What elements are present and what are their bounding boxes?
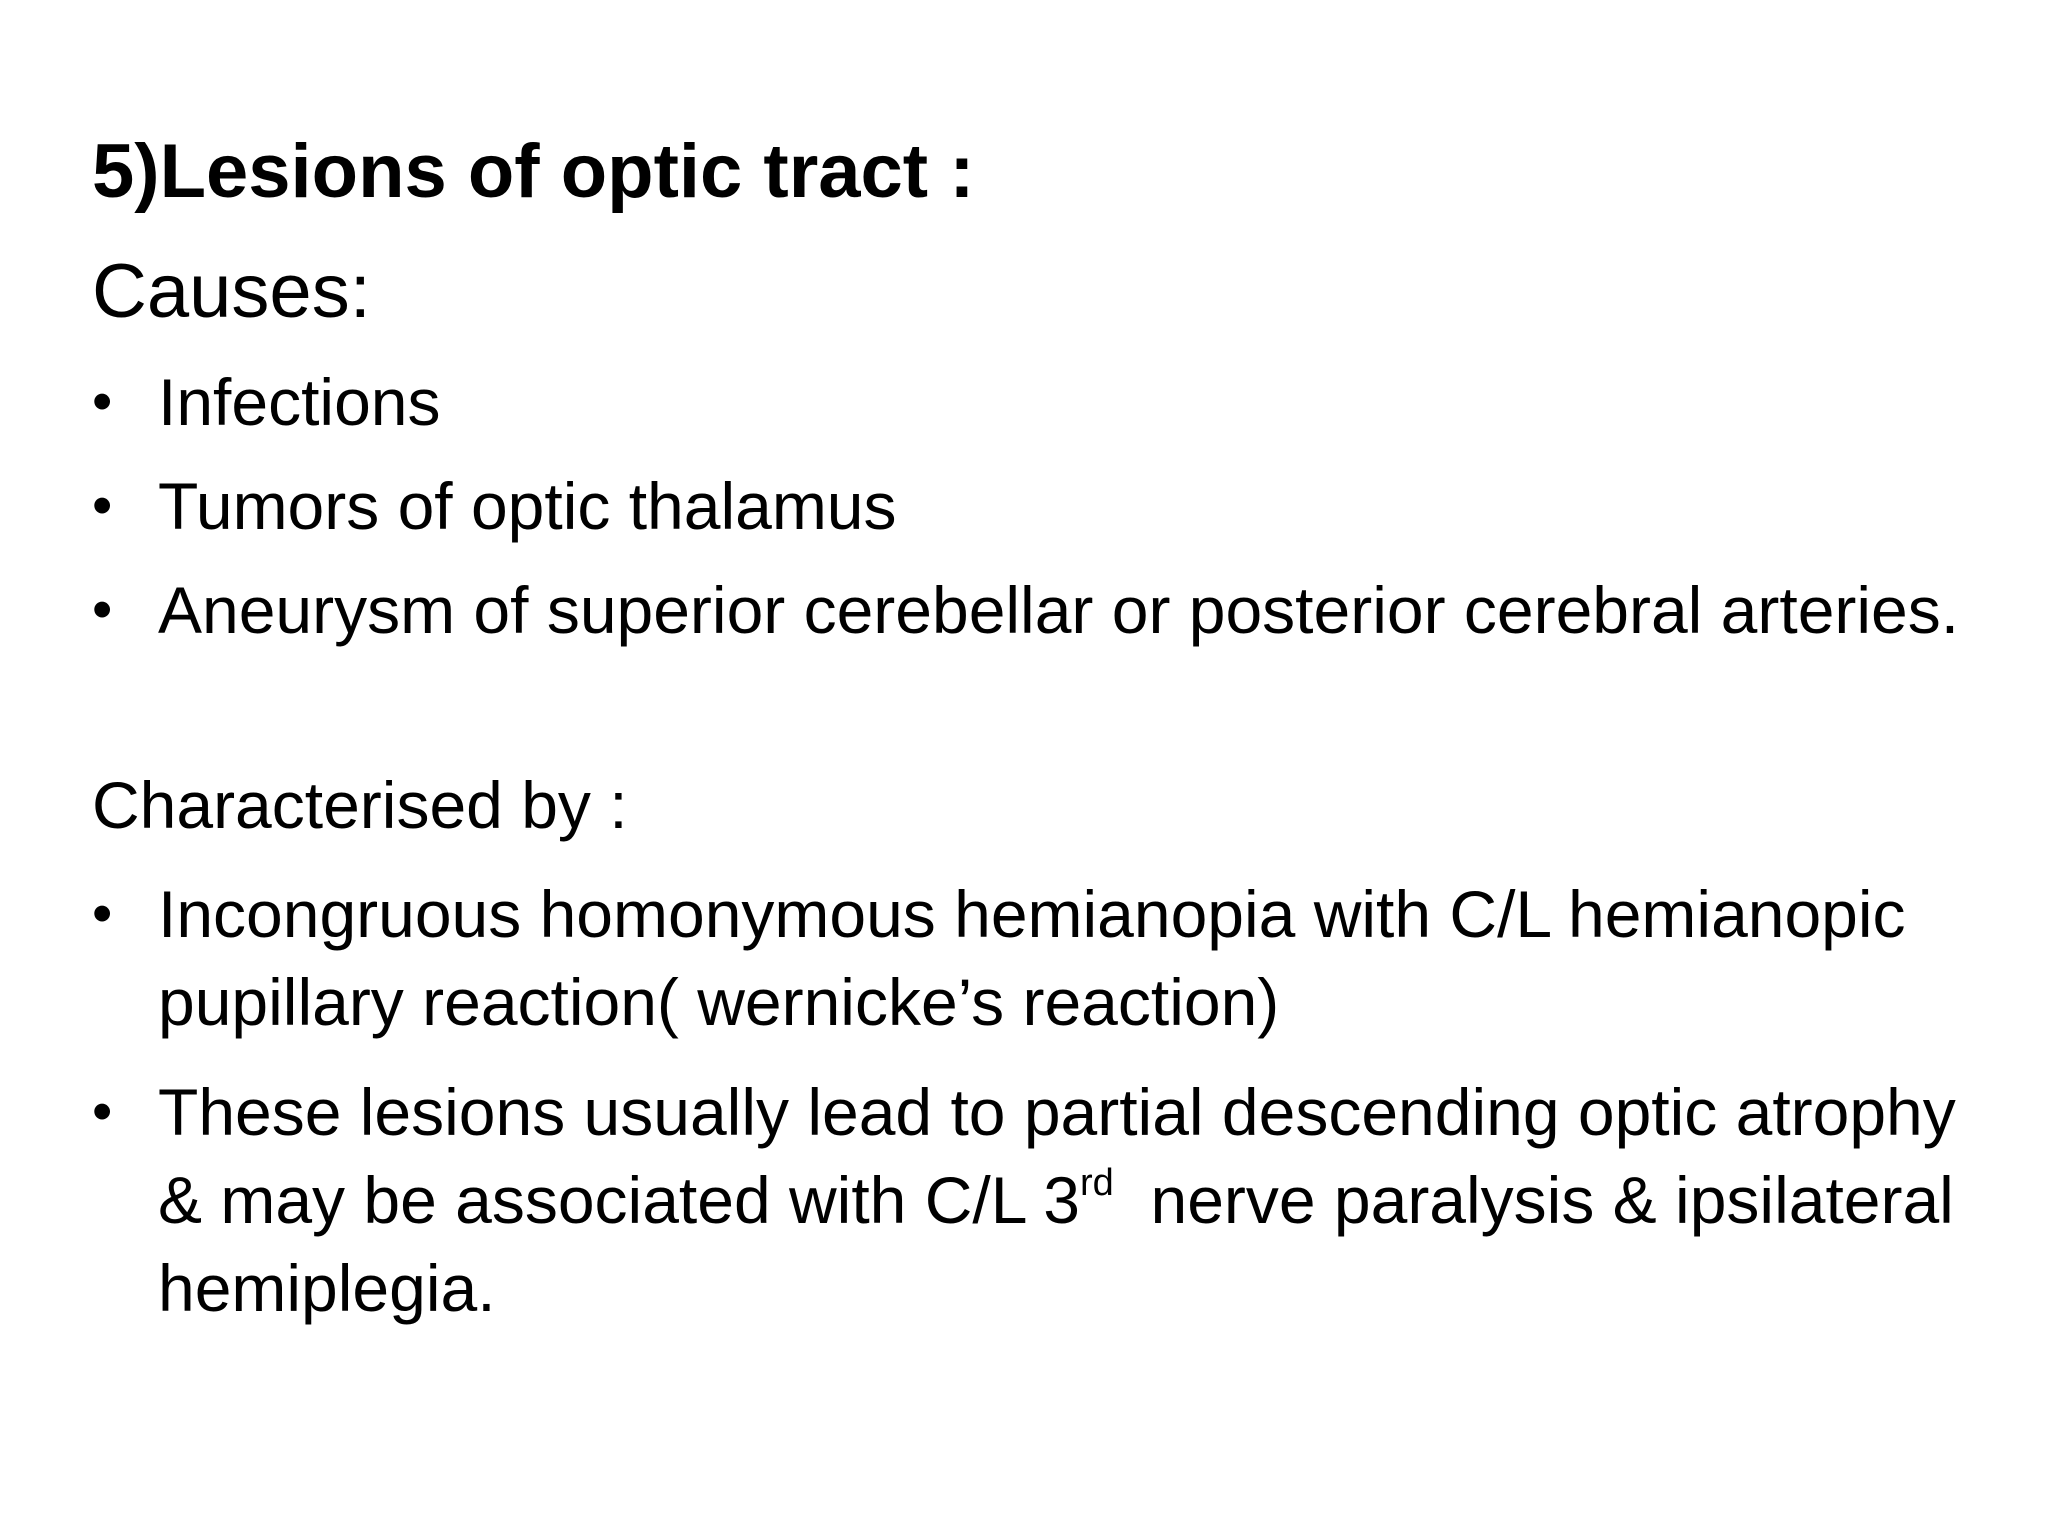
list-item-text xyxy=(158,1075,1972,1325)
list-item xyxy=(92,870,1992,1046)
text-segment: These lesions usually lead to partial descending optic atrophy & may be associated with C/L 3 xyxy=(158,1075,1956,1237)
causes-list xyxy=(92,358,1992,670)
causes-heading: Causes: xyxy=(92,249,371,334)
bullet-icon: • xyxy=(92,1079,113,1144)
list-item xyxy=(92,1068,1992,1332)
list-item xyxy=(92,462,1992,550)
bullet-icon: • xyxy=(92,881,113,946)
bullet-icon: • xyxy=(92,473,113,538)
bullet-icon: • xyxy=(92,369,113,434)
list-item xyxy=(92,566,1992,654)
list-item xyxy=(92,358,1992,446)
text-segment: nerve paralysis & ipsilateral hemiplegia. xyxy=(158,1163,1973,1325)
bullet-icon: • xyxy=(92,577,113,642)
characteristics-list xyxy=(92,870,1992,1354)
list-item-text: Infections xyxy=(158,365,441,439)
list-item-text: Incongruous homonymous hemianopia with C/L hemianopic pupillary reaction( wernicke’s reaction) xyxy=(158,877,1906,1039)
list-item-text: Tumors of optic thalamus xyxy=(158,469,897,543)
characterised-heading: Characterised by : xyxy=(92,768,628,842)
list-item-text: Aneurysm of superior cerebellar or posterior cerebral arteries. xyxy=(158,573,1960,647)
ordinal-superscript: rd xyxy=(1080,1162,1114,1204)
slide-title: 5)Lesions of optic tract : xyxy=(92,129,975,214)
